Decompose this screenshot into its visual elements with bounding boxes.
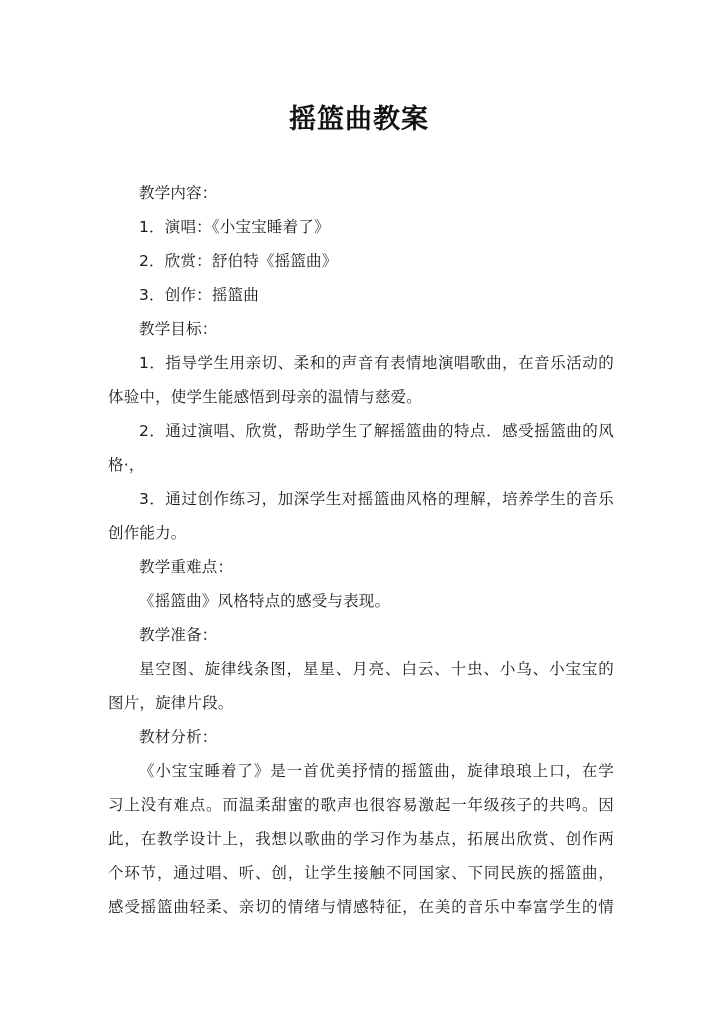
goal-2-line-2: 格·， [108, 456, 145, 474]
section-heading-difficulties: 教学重难点： [139, 558, 234, 576]
analysis-line-4: 个环节，通过唱、听、创，让学生接触不同国家、下同民族的摇篮曲， [108, 864, 614, 882]
content-item-3: 3．创作：摇篮曲 [139, 286, 259, 304]
document-body [108, 176, 614, 924]
section-heading-goals: 教学目标： [139, 320, 218, 338]
preparation-line-1: 星空图、旋律线条图，星星、月亮、白云、十虫、小乌、小宝宝的 [139, 660, 614, 678]
analysis-line-3: 此，在教学设计上，我想以歌曲的学习作为基点，拓展出欣赏、创作两 [108, 830, 614, 848]
document-title: 摇篮曲教案 [289, 104, 429, 135]
goal-3-line-2: 创作能力。 [108, 524, 187, 542]
analysis-line-2: 习上没有难点。而温柔甜蜜的歌声也很容易激起一年级孩子的共鸣。因 [108, 796, 614, 814]
section-heading-content: 教学内容： [139, 184, 218, 202]
content-item-1: 1．演唱：《小宝宝睡着了》 [139, 218, 330, 236]
goal-2-line-1: 2．通过演唱、欣赏，帮助学生了解摇篮曲的特点．感受摇篮曲的风 [139, 422, 614, 440]
section-heading-preparation: 教学准备： [139, 626, 218, 644]
content-item-2: 2．欣赏：舒伯特《摇篮曲》 [139, 252, 338, 270]
difficulties-text: 《摇篮曲》风格特点的感受与表现。 [139, 592, 391, 610]
goal-3-line-1: 3．通过创作练习，加深学生对摇篮曲风格的理解，培养学生的音乐 [139, 490, 614, 508]
preparation-line-2: 图片，旋律片段。 [108, 694, 234, 712]
section-heading-analysis: 教材分析： [139, 728, 218, 746]
goal-1-line-2: 体验中，使学生能感悟到母亲的温情与慈爱。 [108, 388, 423, 406]
analysis-line-5: 感受摇篮曲轻柔、亲切的情绪与情感特征，在美的音乐中奉富学生的情 [108, 898, 614, 916]
analysis-line-1: 《小宝宝睡着了》是一首优美抒情的摇篮曲，旋律琅琅上口，在学 [139, 762, 614, 780]
goal-1-line-1: 1．指导学生用亲切、柔和的声音有表情地演唱歌曲，在音乐活动的 [139, 354, 614, 372]
